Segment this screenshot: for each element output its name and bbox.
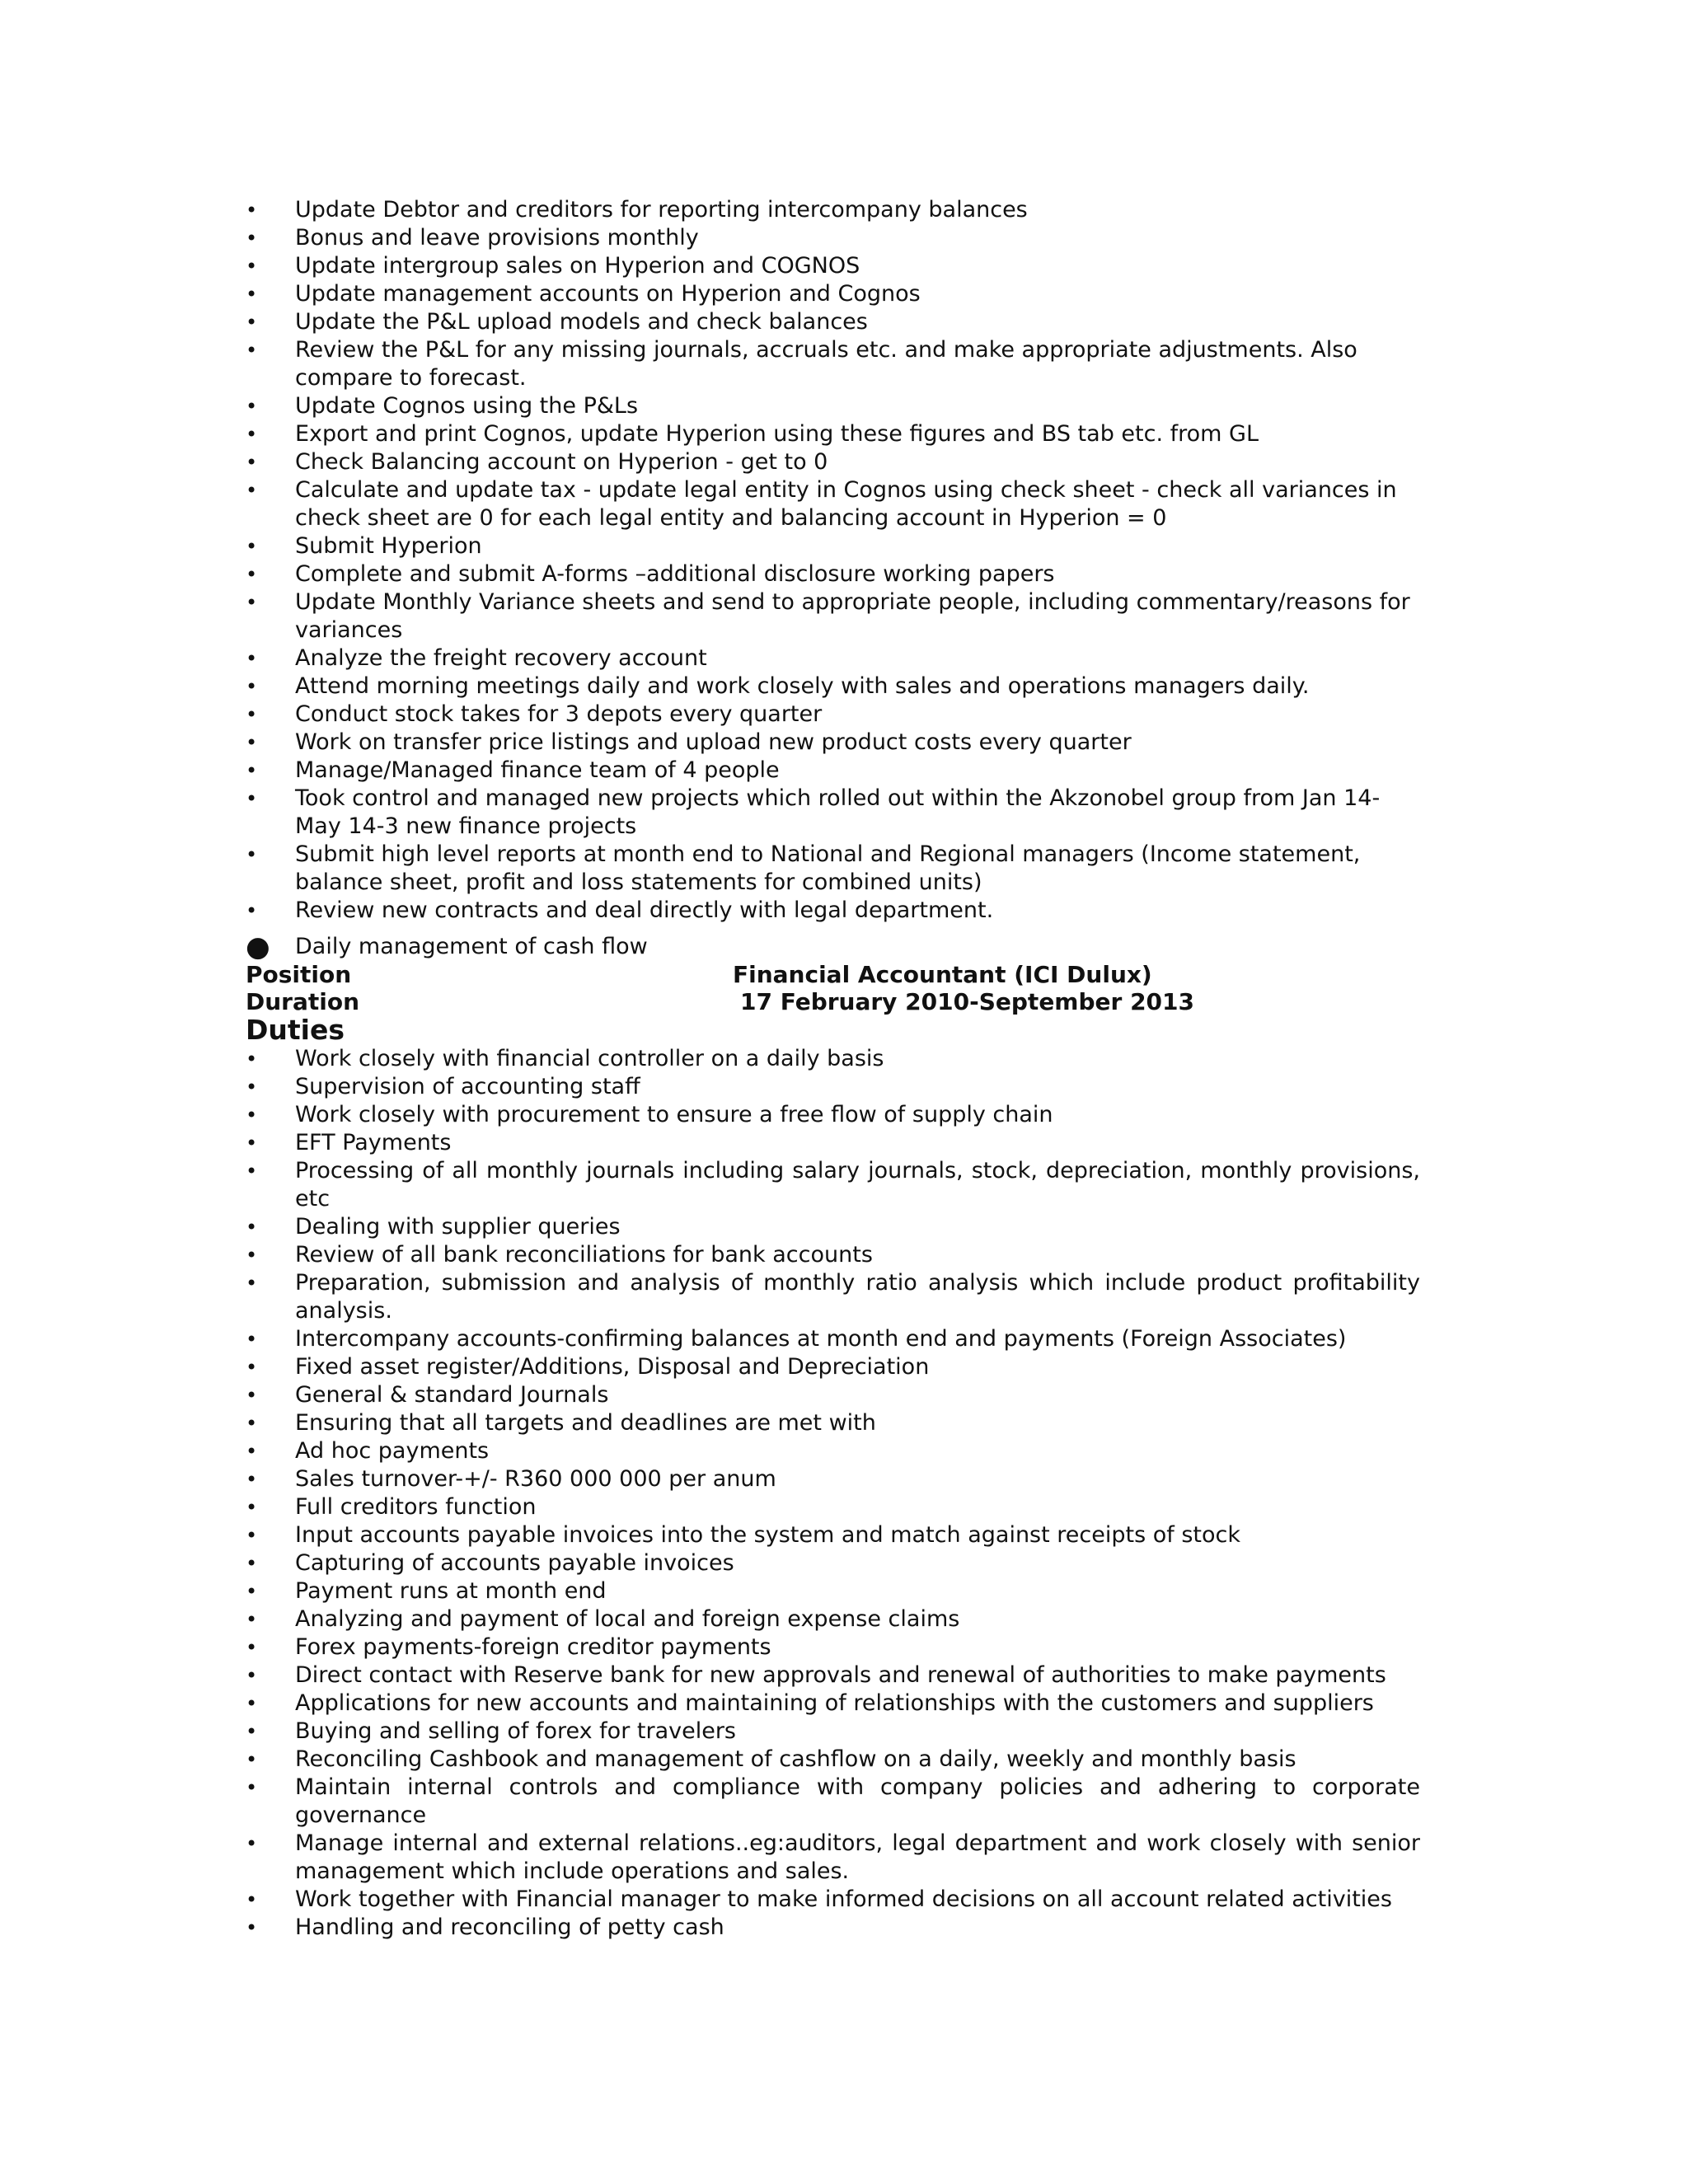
- list-item-text: Preparation, submission and analysis of monthly ratio analysis which include product profitability analysis.: [295, 1270, 1420, 1324]
- list-item-text: Manage internal and external relations..eg:auditors, legal department and work closely with senior management which include operations and sales.: [295, 1830, 1420, 1884]
- list-item: [246, 1886, 1420, 1914]
- list-item: [246, 1241, 1420, 1269]
- bullet-icon: •: [246, 283, 258, 306]
- bullet-icon: •: [246, 1664, 258, 1687]
- list-item-text: Buying and selling of forex for travelers: [295, 1718, 736, 1744]
- list-item: [246, 1465, 1420, 1493]
- bullet-icon: •: [246, 479, 258, 502]
- list-item-text: Processing of all monthly journals including salary journals, stock, depreciation, monthly provisions, etc: [295, 1158, 1420, 1212]
- bullet-icon: •: [246, 1076, 258, 1099]
- bullet-icon: •: [246, 1328, 258, 1351]
- list-item-text: Payment runs at month end: [295, 1578, 607, 1604]
- list-item-text: Submit high level reports at month end to National and Regional managers (Income statement, balance sheet, profit and loss statements for combined units): [295, 841, 1361, 895]
- bullet-icon: •: [246, 1384, 258, 1407]
- list-item: [246, 1129, 1420, 1157]
- list-item: [246, 930, 1420, 963]
- list-item-text: Submit Hyperion: [295, 533, 482, 559]
- bullet-icon: •: [246, 255, 258, 278]
- list-item: [246, 1718, 1420, 1746]
- duration-row: [246, 988, 1420, 1015]
- list-item: [246, 1914, 1420, 1942]
- bullet-icon: ●: [246, 930, 270, 963]
- list-item-text: Update Cognos using the P&Ls: [295, 393, 639, 419]
- list-item: [246, 224, 1420, 252]
- list-item-text: Ad hoc payments: [295, 1438, 490, 1464]
- bullet-icon: •: [246, 1580, 258, 1603]
- list-item-text: Update intergroup sales on Hyperion and COGNOS: [295, 253, 860, 279]
- list-item-text: Ensuring that all targets and deadlines are met with: [295, 1410, 876, 1436]
- bullet-icon: •: [246, 899, 258, 922]
- list-item-text: Sales turnover-+/- R360 000 000 per anum: [295, 1466, 776, 1492]
- bullet-icon: •: [246, 1916, 258, 1939]
- list-item-text: Input accounts payable invoices into the system and match against receipts of stock: [295, 1522, 1240, 1548]
- list-item: [246, 336, 1420, 392]
- list-item: [246, 1325, 1420, 1353]
- list-item: [246, 308, 1420, 336]
- list-item: [246, 280, 1420, 308]
- bullet-icon: •: [246, 1412, 258, 1435]
- bullet-icon: •: [246, 591, 258, 614]
- list-item: [246, 252, 1420, 280]
- responsibilities-list: [246, 196, 1420, 925]
- bullet-icon: •: [246, 1272, 258, 1295]
- list-item-text: Work on transfer price listings and upload new product costs every quarter: [295, 729, 1132, 755]
- list-item-text: Check Balancing account on Hyperion - get to 0: [295, 449, 828, 475]
- list-item: [246, 841, 1420, 897]
- list-item-text: Review the P&L for any missing journals, accruals etc. and make appropriate adjustments. Also compare to forecast.: [295, 337, 1357, 391]
- bullet-icon: •: [246, 395, 258, 418]
- bullet-icon: •: [246, 1720, 258, 1743]
- list-item: [246, 897, 1420, 925]
- bullet-icon: •: [246, 731, 258, 754]
- list-item: [246, 420, 1420, 448]
- list-item: [246, 476, 1420, 532]
- list-item-text: Forex payments-foreign creditor payments: [295, 1634, 771, 1660]
- list-item: [246, 1633, 1420, 1661]
- list-item-text: Export and print Cognos, update Hyperion using these figures and BS tab etc. from GL: [295, 421, 1259, 447]
- list-item: [246, 1381, 1420, 1409]
- list-item-text: Complete and submit A-forms –additional disclosure working papers: [295, 561, 1055, 587]
- list-item: [246, 1269, 1420, 1325]
- bullet-icon: •: [246, 1552, 258, 1575]
- bullet-icon: •: [246, 423, 258, 446]
- list-item-text: Handling and reconciling of petty cash: [295, 1915, 724, 1940]
- list-item-text: Review new contracts and deal directly with legal department.: [295, 898, 994, 923]
- bullet-icon: •: [246, 1104, 258, 1127]
- list-item: [246, 1409, 1420, 1437]
- list-item: [246, 1521, 1420, 1549]
- list-item: [246, 1045, 1420, 1073]
- bullet-icon: •: [246, 1888, 258, 1911]
- list-item-text: Applications for new accounts and maintaining of relationships with the customers and suppliers: [295, 1690, 1374, 1716]
- bullet-icon: •: [246, 1468, 258, 1491]
- list-item-text: Full creditors function: [295, 1494, 537, 1520]
- list-item: [246, 1549, 1420, 1577]
- list-item: [246, 392, 1420, 420]
- list-item-text: Maintain internal controls and compliance with company policies and adhering to corporate governance: [295, 1774, 1420, 1828]
- document-page: [246, 196, 1420, 1942]
- list-item-text: Bonus and leave provisions monthly: [295, 225, 699, 251]
- list-item: [246, 532, 1420, 560]
- bullet-icon: •: [246, 1748, 258, 1771]
- bullet-icon: •: [246, 703, 258, 726]
- list-item-text: Conduct stock takes for 3 depots every quarter: [295, 701, 823, 727]
- list-item: [246, 1577, 1420, 1605]
- position-value: Financial Accountant (ICI Dulux): [733, 961, 1152, 988]
- bullet-icon: •: [246, 563, 258, 586]
- list-item: [246, 701, 1420, 729]
- bullet-icon: •: [246, 1608, 258, 1631]
- list-item: [246, 757, 1420, 785]
- list-item: [246, 1830, 1420, 1886]
- list-item: [246, 644, 1420, 673]
- position-label: Position: [246, 961, 352, 988]
- list-item: [246, 1605, 1420, 1633]
- list-item-text: Dealing with supplier queries: [295, 1214, 621, 1240]
- list-item: [246, 560, 1420, 588]
- list-item-text: Update Debtor and creditors for reporting intercompany balances: [295, 197, 1028, 223]
- list-item-text: Reconciling Cashbook and management of cashflow on a daily, weekly and monthly basis: [295, 1746, 1296, 1772]
- list-item: [246, 1101, 1420, 1129]
- bullet-icon: •: [246, 1832, 258, 1855]
- list-item: [246, 448, 1420, 476]
- bullet-icon: •: [246, 1216, 258, 1239]
- bullet-icon: •: [246, 1496, 258, 1519]
- bullet-icon: •: [246, 451, 258, 474]
- bullet-icon: •: [246, 1356, 258, 1379]
- list-item-text: Took control and managed new projects which rolled out within the Akzonobel group from Jan 14-May 14-3 new finance projects: [295, 785, 1381, 839]
- list-item-text: Update Monthly Variance sheets and send to appropriate people, including commentary/reasons for variances: [295, 589, 1410, 643]
- list-item: [246, 1746, 1420, 1774]
- list-item-text: Daily management of cash flow: [295, 934, 648, 959]
- list-item-text: Work closely with financial controller on a daily basis: [295, 1046, 884, 1071]
- bullet-icon: •: [246, 1692, 258, 1715]
- bullet-icon: •: [246, 1636, 258, 1659]
- list-item-text: Analyze the freight recovery account: [295, 645, 707, 671]
- list-item: [246, 1774, 1420, 1830]
- list-item-text: Calculate and update tax - update legal entity in Cognos using check sheet - check all variances in check sheet are 0 for each legal entity and balancing account in Hyperion = 0: [295, 477, 1397, 531]
- bullet-icon: •: [246, 535, 258, 558]
- list-item: [246, 1661, 1420, 1690]
- bullet-icon: •: [246, 1524, 258, 1547]
- bullet-icon: •: [246, 339, 258, 362]
- list-item: [246, 1690, 1420, 1718]
- list-item: [246, 1213, 1420, 1241]
- bullet-icon: •: [246, 1244, 258, 1267]
- list-item: [246, 196, 1420, 224]
- list-item-text: Analyzing and payment of local and foreign expense claims: [295, 1606, 960, 1632]
- list-item-text: Work closely with procurement to ensure a free flow of supply chain: [295, 1102, 1053, 1127]
- list-item-text: Fixed asset register/Additions, Disposal and Depreciation: [295, 1354, 930, 1380]
- bullet-icon: •: [246, 1160, 258, 1183]
- duration-value: 17 February 2010-September 2013: [740, 988, 1195, 1015]
- list-item-text: Manage/Managed finance team of 4 people: [295, 757, 780, 783]
- bullet-icon: •: [246, 647, 258, 670]
- list-item: [246, 588, 1420, 644]
- list-item-text: Intercompany accounts-confirming balances at month end and payments (Foreign Associates): [295, 1326, 1347, 1352]
- bullet-icon: •: [246, 1440, 258, 1463]
- list-item-text: EFT Payments: [295, 1130, 452, 1155]
- list-item-text: Capturing of accounts payable invoices: [295, 1550, 734, 1576]
- list-item: [246, 1157, 1420, 1213]
- list-item-text: Work together with Financial manager to make informed decisions on all account related activities: [295, 1886, 1392, 1912]
- bullet-icon: •: [246, 787, 258, 810]
- list-item: [246, 1073, 1420, 1101]
- list-item-text: Attend morning meetings daily and work closely with sales and operations managers daily.: [295, 673, 1310, 699]
- bullet-icon: •: [246, 843, 258, 866]
- bullet-icon: •: [246, 1776, 258, 1799]
- list-item-text: General & standard Journals: [295, 1382, 609, 1408]
- list-item: [246, 1437, 1420, 1465]
- list-item: [246, 729, 1420, 757]
- bullet-icon: •: [246, 1047, 258, 1071]
- bullet-icon: •: [246, 311, 258, 334]
- bullet-icon: •: [246, 1132, 258, 1155]
- bullet-icon: •: [246, 759, 258, 782]
- list-item-text: Supervision of accounting staff: [295, 1074, 640, 1099]
- list-item-text: Direct contact with Reserve bank for new approvals and renewal of authorities to make payments: [295, 1662, 1386, 1688]
- duties-list: [246, 1045, 1420, 1942]
- list-item: [246, 1493, 1420, 1521]
- position-row: [246, 961, 1420, 988]
- duties-heading: Duties: [246, 1014, 345, 1046]
- list-item: [246, 785, 1420, 841]
- list-item-text: Review of all bank reconciliations for bank accounts: [295, 1242, 873, 1268]
- list-item: [246, 673, 1420, 701]
- bullet-icon: •: [246, 675, 258, 698]
- bullet-icon: •: [246, 227, 258, 250]
- list-item: [246, 1353, 1420, 1381]
- cash-flow-list: [246, 930, 1420, 963]
- list-item-text: Update management accounts on Hyperion and Cognos: [295, 281, 921, 307]
- bullet-icon: •: [246, 199, 258, 222]
- duration-label: Duration: [246, 988, 360, 1015]
- list-item-text: Update the P&L upload models and check balances: [295, 309, 868, 335]
